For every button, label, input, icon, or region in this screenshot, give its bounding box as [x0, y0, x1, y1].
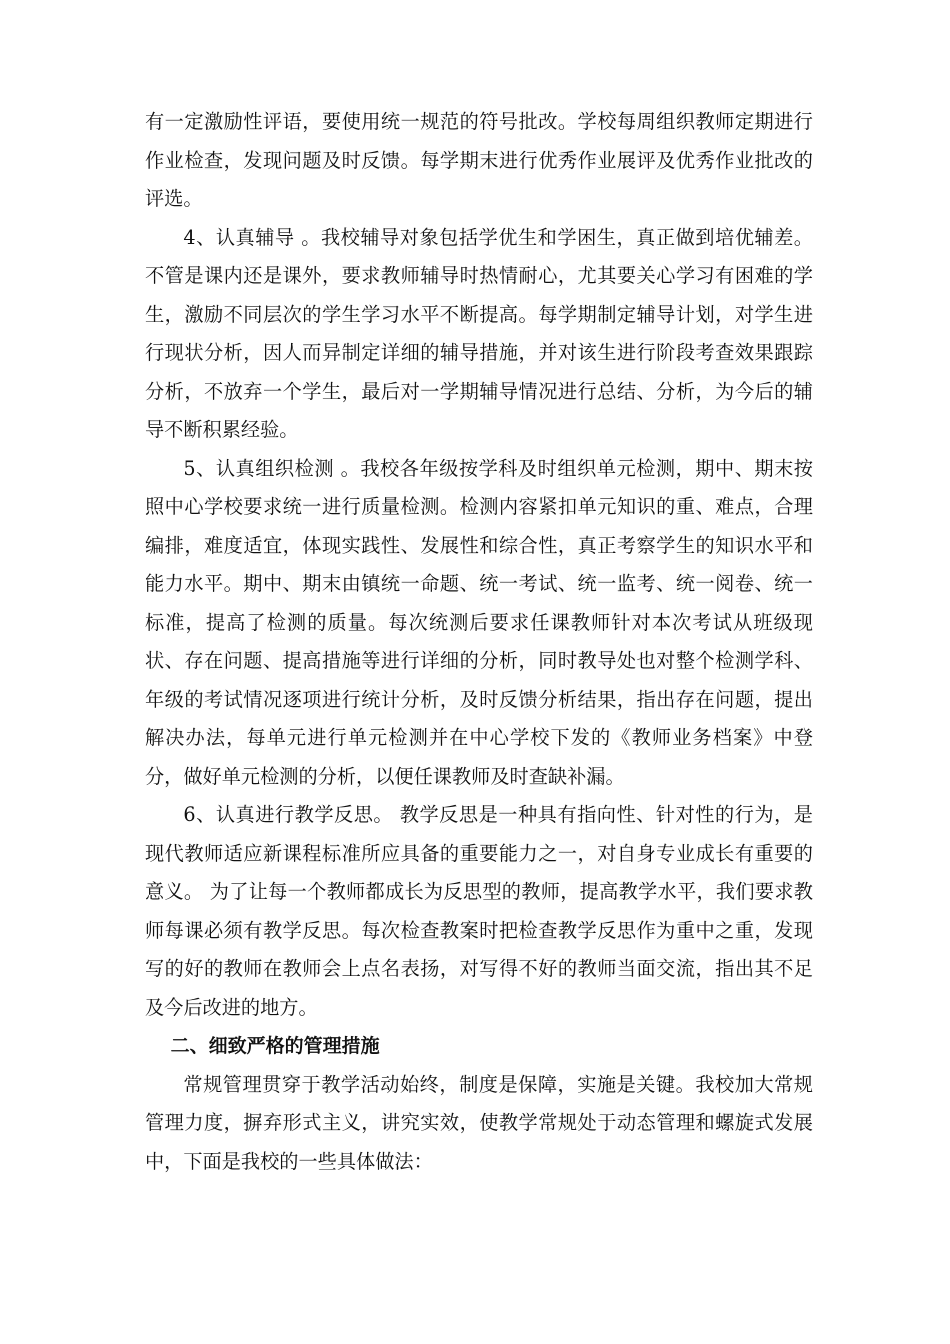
paragraph-intro: 有一定激励性评语，要使用统一规范的符号批改。学校每周组织教师定期进行作业检查，发现问题及时反馈。每学期末进行优秀作业展评及优秀作业批改的评选。 — [145, 110, 813, 210]
paragraph-reflection: 6、认真进行教学反思。 教学反思是一种具有指向性、针对性的行为，是现代教师适应新课程标准所应具备的重要能力之一，对自身专业成长有重要的意义。 为了让每一个教师都成长为反思型的教师，提高教学水平，我们要求教师每课必须有教学反思。每次检查教案时把检查教学反思作为重中之重，发现写的好的教师在教师会上点名表扬，对写得不好的教师当面交流，指出其不足及今后改进的地方。 — [145, 803, 813, 1019]
paragraph-testing: 5、认真组织检测 。我校各年级按学科及时组织单元检测，期中、期末按照中心学校要求统一进行质量检测。检测内容紧扣单元知识的重、难点，合理编排，难度适宜，体现实践性、发展性和综合性，真正考察学生的知识水平和能力水平。期中、期末由镇统一命题、统一考试、统一监考、统一阅卷、统一标准，提高了检测的质量。每次统测后要求任课教师针对本次考试从班级现状、存在问题、提高措施等进行详细的分析，同时教导处也对整个检测学科、年级的考试情况逐项进行统计分析，及时反馈分析结果，指出存在问题，提出解决办法，每单元进行单元检测并在中心学校下发的《教师业务档案》中登分，做好单元检测的分析，以便任课教师及时查缺补漏。 — [145, 456, 813, 788]
document-body — [145, 103, 813, 1181]
paragraph-tutoring: 4、认真辅导 。我校辅导对象包括学优生和学困生，真正做到培优辅差。不管是课内还是课外，要求教师辅导时热情耐心，尤其要关心学习有困难的学生，激励不同层次的学生学习水平不断提高。每学期制定辅导计划，对学生进行现状分析，因人而异制定详细的辅导措施，并对该生进行阶段考查效果跟踪分析，不放弃一个学生，最后对一学期辅导情况进行总结、分析，为今后的辅导不断积累经验。 — [145, 225, 813, 441]
section-heading: 二、细致严格的管理措施 — [170, 1035, 380, 1057]
paragraph-management: 常规管理贯穿于教学活动始终，制度是保障，实施是关键。我校加大常规管理力度，摒弃形式主义，讲究实效，使教学常规处于动态管理和螺旋式发展中，下面是我校的一些具体做法： — [145, 1072, 813, 1173]
